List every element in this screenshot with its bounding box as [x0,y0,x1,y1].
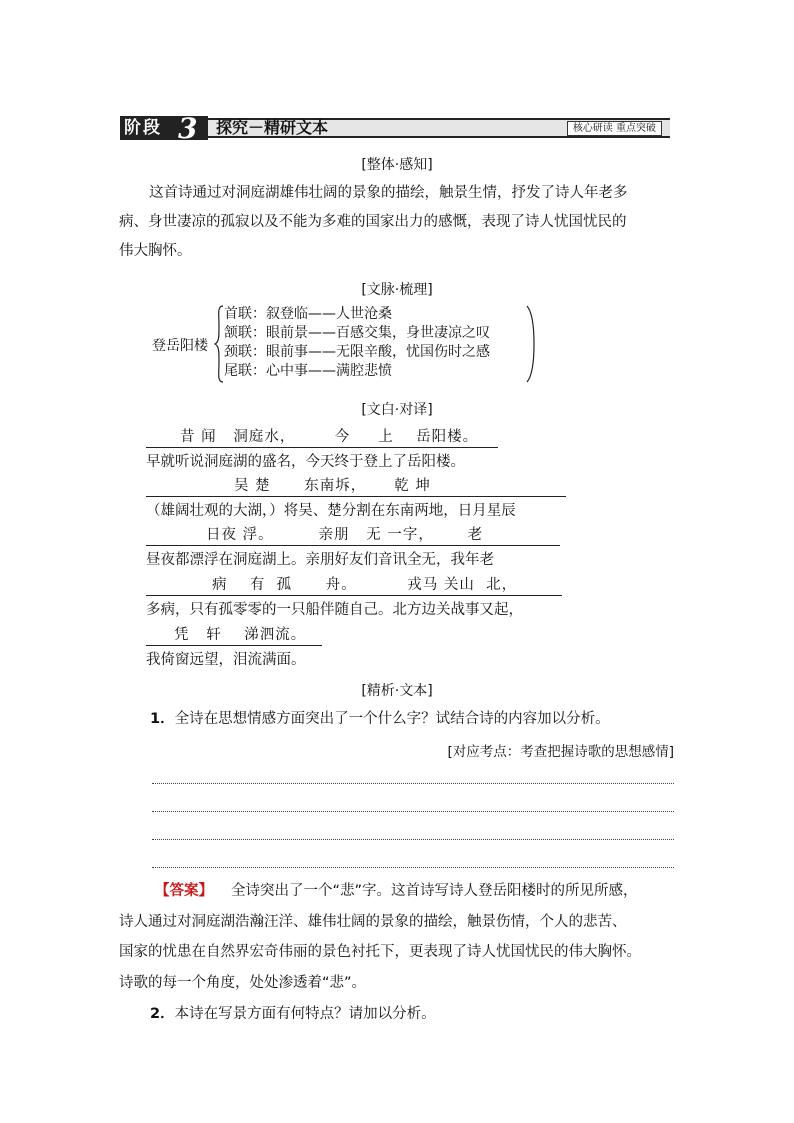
divider [146,496,566,497]
structure-title: [文脉·梳理] [361,282,433,298]
answer-line[interactable] [152,839,674,840]
structure-item: 首联：叙登临——人世沧桑 [224,306,392,322]
modern-translation: 早就听说洞庭湖的盛名，今天终于登上了岳阳楼。 [146,454,465,470]
divider [146,447,498,448]
answer-line[interactable] [152,867,674,868]
question-text: 全诗在思想情感方面突出了一个什么字？试结合诗的内容加以分析。 [174,711,610,727]
stage-banner [120,112,670,145]
modern-translation: 我倚窗远望，泪流满面。 [146,652,306,668]
stage-label: 阶段 [124,118,162,138]
divider [146,645,322,646]
modern-translation: （雄阔壮观的大湖，）将吴、楚分割在东南两地，日月星辰 [146,503,516,519]
question-number: 2． [150,1006,175,1022]
left-brace-icon [214,305,224,383]
answer-tag: 【答案】 [155,883,213,899]
structure-item: 颔联：眼前景——百感交集，身世凄凉之叹 [224,325,490,341]
answer-line-text: 诗歌的每一个角度，处处渗透着“悲”。 [119,974,367,991]
analysis-title: [精析·文本] [361,683,433,699]
banner-tag: 核心研读 重点突破 [567,121,662,136]
original-text: 病 有 孤 舟。 戎马 关山 北， [212,577,518,593]
divider [146,545,560,546]
overview-line: 这首诗通过对洞庭湖雄伟壮阔的景象的描绘，触景生情，抒发了诗人年老多 [149,185,628,201]
overview-line: 伟大胸怀。 [119,243,192,259]
answer-line-text: 诗人通过对洞庭湖浩瀚汪洋、雄伟壮阔的景象的描绘，触景伤情，个人的悲苦、 [119,913,627,930]
banner-title: 探究－精研文本 [216,118,329,137]
structure-item: 颈联：眼前事——无限辛酸，忧国伤时之感 [224,344,490,360]
answer-paragraph [119,876,679,998]
overview-line: 病、身世凄凉的孤寂以及不能为多难的国家出力的感慨，表现了诗人忧国忧民的 [119,214,627,230]
divider [146,595,562,596]
structure-root-label: 登岳阳楼 [152,338,208,354]
question-text: 本诗在写景方面有何特点？请加以分析。 [174,1006,436,1022]
question-number: 1． [150,711,175,727]
translation-title: [文白·对译] [361,402,433,418]
stage-number: 3 [178,112,198,145]
answer-line[interactable] [152,811,674,812]
right-bracket-icon [526,305,536,383]
question-1 [150,707,610,728]
original-text: 昔 闻 洞庭水， 今 上 岳阳楼。 [180,429,479,445]
modern-translation: 昼夜都漂浮在洞庭湖上。亲朋好友们音讯全无，我年老 [146,552,494,568]
answer-line-text: 国家的忧患在自然界宏奇伟丽的景色衬托下，更表现了诗人忧国忧民的伟大胸怀。 [119,944,641,960]
answer-line[interactable] [152,783,674,784]
modern-translation: 多病，只有孤零零的一只船伴随自己。北方边关战事又起， [146,602,523,618]
answer-line-text: 全诗突出了一个“悲”字。这首诗写诗人登岳阳楼时的所见所感， [231,883,638,899]
overview-title: [整体·感知] [361,157,433,173]
original-text: 凭 轩 涕泗流。 [174,627,307,643]
question-2 [150,1002,436,1023]
overview-paragraph [119,179,679,266]
original-text: 吴 楚 东南坼， 乾 坤 [234,478,431,494]
structure-item: 尾联：心中事——满腔悲愤 [224,363,392,379]
original-text: 日夜 浮。 亲朋 无 一字， 老 [206,527,484,543]
question-hint: [对应考点：考查把握诗歌的思想感情] [447,744,674,760]
